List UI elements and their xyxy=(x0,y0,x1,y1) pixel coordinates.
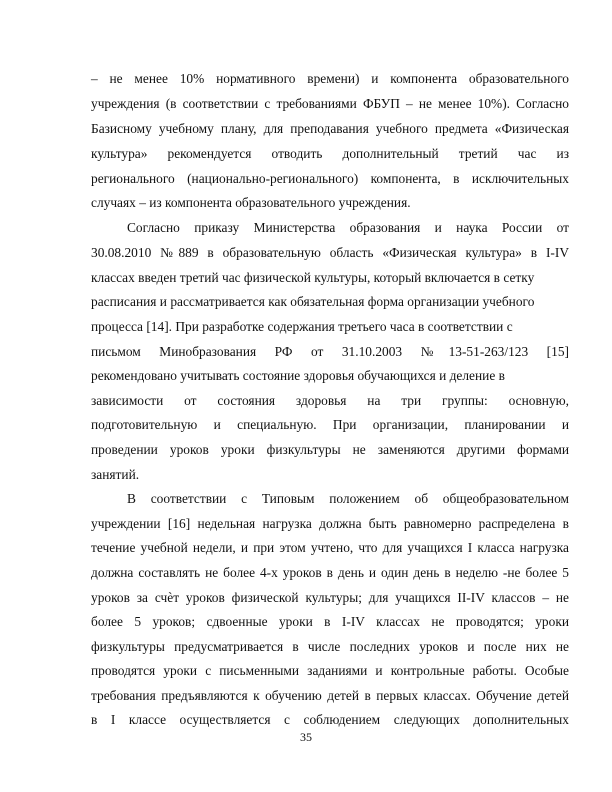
text-line: учреждении [16] недельная нагрузка должна быть равномерно распределена в xyxy=(91,516,569,531)
text-line: культура» рекомендуется отводить дополнительный третий час из xyxy=(91,146,569,161)
text-line: течение учебной недели, и при этом учтено, что для учащихся I класса нагрузка xyxy=(91,540,569,555)
text-line: рекомендовано учитывать состояние здоровья обучающихся и деление в xyxy=(91,368,505,383)
text-line: – не менее 10% нормативного времени) и компонента образовательного xyxy=(91,71,569,86)
page-number: 35 xyxy=(300,730,312,744)
text-line: уроков за счѐт уроков физической культуры; для учащихся II-IV классов – не xyxy=(91,590,569,605)
text-line: процесса [14]. При разработке содержания третьего часа в соответствии с xyxy=(91,319,513,334)
text-line: случаях – из компонента образовательного учреждения. xyxy=(91,195,411,210)
text-line: регионального (национально-регионального) компонента, в исключительных xyxy=(91,171,569,186)
text-line: требования предъявляются к обучению детей в первых классах. Обучение детей xyxy=(91,688,569,703)
text-line: проведении уроков уроки физкультуры не заменяются другими формами xyxy=(91,442,569,457)
text-line: расписания и рассматривается как обязательная форма организации учебного xyxy=(91,294,535,309)
text-line: более 5 уроков; сдвоенные уроки в I-IV классах не проводятся; уроки xyxy=(91,614,569,629)
paragraph-first-line: Согласно приказу Министерства образования и наука России от xyxy=(127,220,569,235)
text-line: в I классе осуществляется с соблюдением следующих дополнительных xyxy=(91,712,569,727)
text-line: зависимости от состояния здоровья на три группы: основную, xyxy=(91,393,569,408)
paragraph-first-line: В соответствии с Типовым положением об общеобразовательном xyxy=(127,491,569,506)
text-line: проводятся уроки с письменными заданиями и контрольные работы. Особые xyxy=(91,663,569,678)
text-line: подготовительную и специальную. При организации, планировании и xyxy=(91,417,569,432)
text-line: 30.08.2010 №889 в образовательную область «Физическая культура» в I-IV xyxy=(91,245,569,260)
text-line: занятий. xyxy=(91,467,140,482)
text-line: письмом Минобразования РФ от 31.10.2003 №13-51-263/123 [15] xyxy=(91,344,569,359)
text-line: учреждения (в соответствии с требованиями ФБУП – не менее 10%). Согласно xyxy=(91,96,569,111)
text-line: физкультуры предусматривается в числе последних уроков и после них не xyxy=(91,639,569,654)
text-line: должна составлять не более 4-х уроков в день и один день в неделю -не более 5 xyxy=(91,565,569,580)
text-line: Базисному учебному плану, для преподавания учебного предмета «Физическая xyxy=(91,121,569,136)
text-line: классах введен третий час физической культуры, который включается в сетку xyxy=(91,270,535,285)
